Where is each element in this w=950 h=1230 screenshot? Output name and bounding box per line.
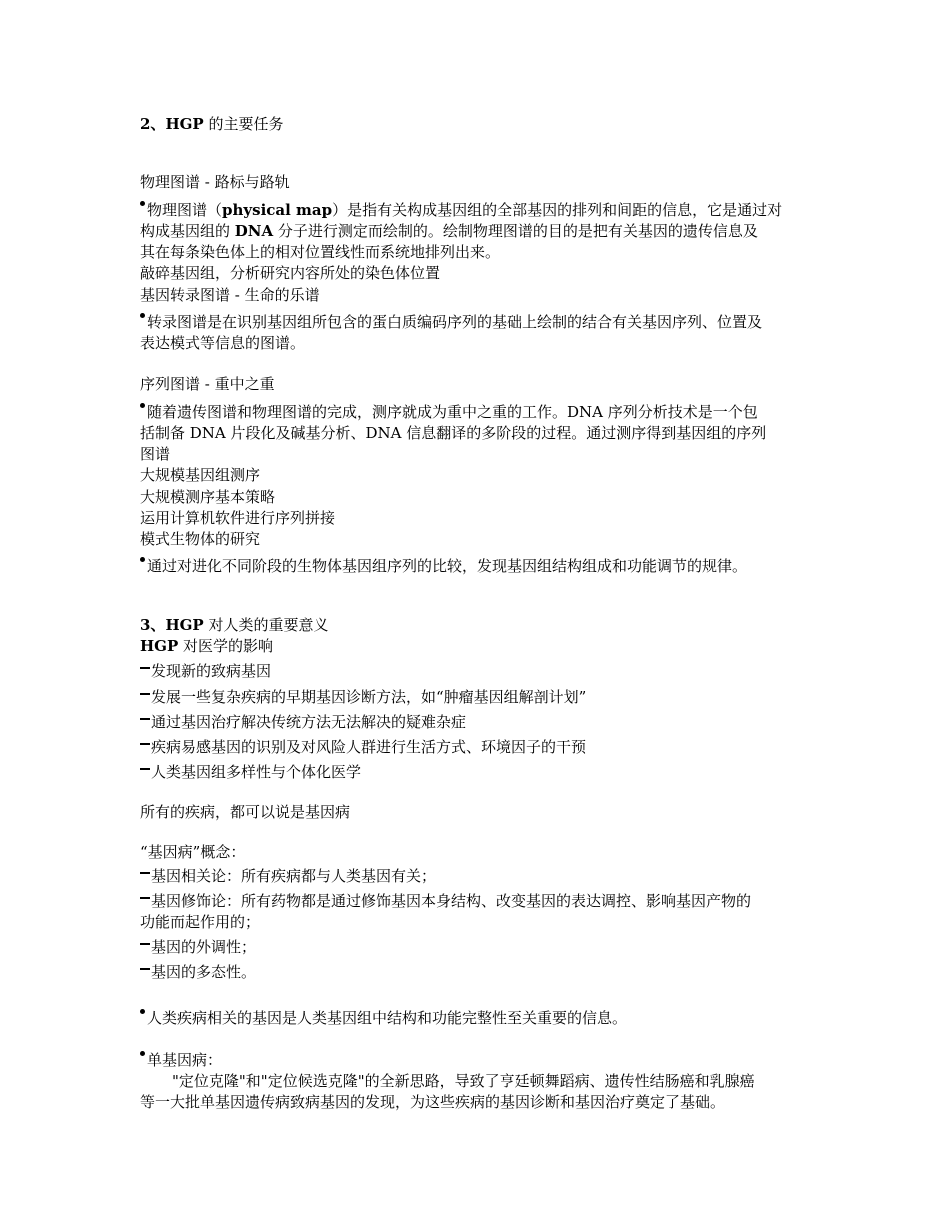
dash-bullet xyxy=(140,693,150,695)
bullet-dot xyxy=(140,313,145,318)
dash-bullet xyxy=(140,768,150,770)
impact-item: 通过基因治疗解决传统方法无法解决的疑难杂症 xyxy=(140,713,466,731)
section-3-heading: 3、HGP 对人类的重要意义 xyxy=(140,616,329,634)
medicine-impact-heading: HGP 对医学的影响 xyxy=(140,637,274,655)
sequence-list-item: 运用计算机软件进行序列拼接 xyxy=(140,509,336,527)
sequence-map-para-line2: 括制备 DNA 片段化及碱基分析、DNA 信息翻译的多阶段的过程。通过测序得到基因组的序列 xyxy=(140,424,767,442)
positional-cloning-para-line2: 等一大批单基因遗传病致病基因的发现，为这些疾病的基因诊断和基因治疗奠定了基础。 xyxy=(140,1093,726,1111)
physical-map-heading: 物理图谱 - 路标与路轨 xyxy=(140,173,290,191)
sequence-list-item: 大规模测序基本策略 xyxy=(140,488,276,506)
transcript-map-heading: 基因转录图谱 - 生命的乐谱 xyxy=(140,286,320,304)
physical-map-para-line1: 物理图谱（physical map）是指有关构成基因组的全部基因的排列和间距的信息，它是通过对 xyxy=(140,201,782,219)
transcript-map-para-line2: 表达模式等信息的图谱。 xyxy=(140,334,306,352)
impact-item: 发展一些复杂疾病的早期基因诊断方法，如“肿瘤基因组解剖计划” xyxy=(140,688,586,706)
physical-map-note: 敲碎基因组，分析研究内容所处的染色体位置 xyxy=(140,264,441,282)
physical-map-para-line3: 其在每条染色体上的相对位置线性而系统地排列出来。 xyxy=(140,243,501,261)
positional-cloning-para-line1: "定位克隆"和"定位候选克隆"的全新思路，导致了亨廷顿舞蹈病、遗传性结肠癌和乳腺癌 xyxy=(172,1072,755,1090)
sequence-map-para-line3: 图谱 xyxy=(140,445,171,463)
single-gene-disease-heading: 单基因病： xyxy=(140,1051,222,1069)
concept-item-continued: 功能而起作用的； xyxy=(140,913,261,931)
model-organism-para: 通过对进化不同阶段的生物体基因组序列的比较，发现基因组结构组成和功能调节的规律。 xyxy=(140,557,747,575)
disease-gene-info-para: 人类疾病相关的基因是人类基因组中结构和功能完整性至关重要的信息。 xyxy=(140,1009,627,1027)
dash-bullet xyxy=(140,897,150,899)
physical-map-para-line2: 构成基因组的 DNA 分子进行测定而绘制的。绘制物理图谱的目的是把有关基因的遗传信息及 xyxy=(140,222,758,240)
sequence-map-heading: 序列图谱 - 重中之重 xyxy=(140,375,275,393)
transcript-map-para-line1: 转录图谱是在识别基因组所包含的蛋白质编码序列的基础上绘制的结合有关基因序列、位置及 xyxy=(140,313,762,331)
section-2-heading: 2、HGP 的主要任务 xyxy=(140,115,284,133)
concept-item: 基因的外调性； xyxy=(140,938,256,956)
dash-bullet xyxy=(140,872,150,874)
sequence-map-para-line1: 随着遗传图谱和物理图谱的完成，测序就成为重中之重的工作。DNA 序列分析技术是一个包 xyxy=(140,403,758,421)
dash-bullet xyxy=(140,968,150,970)
concept-item: 基因的多态性。 xyxy=(140,963,256,981)
bullet-dot xyxy=(140,201,145,206)
bullet-dot xyxy=(140,1009,145,1014)
concept-item: 基因相关论：所有疾病都与人类基因有关； xyxy=(140,867,436,885)
gene-disease-concept-heading: “基因病”概念： xyxy=(140,843,246,861)
dash-bullet xyxy=(140,943,150,945)
bullet-dot xyxy=(140,403,145,408)
impact-item: 发现新的致病基因 xyxy=(140,662,271,680)
dash-bullet xyxy=(140,743,150,745)
impact-item: 人类基因组多样性与个体化医学 xyxy=(140,763,361,781)
bullet-dot xyxy=(140,557,145,562)
impact-item: 疾病易感基因的识别及对风险人群进行生活方式、环境因子的干预 xyxy=(140,738,586,756)
sequence-list-item: 大规模基因组测序 xyxy=(140,466,261,484)
sequence-list-item: 模式生物体的研究 xyxy=(140,530,261,548)
dash-bullet xyxy=(140,667,150,669)
concept-item: 基因修饰论：所有药物都是通过修饰基因本身结构、改变基因的表达调控、影响基因产物的 xyxy=(140,892,751,910)
all-disease-statement: 所有的疾病，都可以说是基因病 xyxy=(140,803,351,821)
bullet-dot xyxy=(140,1051,145,1056)
dash-bullet xyxy=(140,718,150,720)
